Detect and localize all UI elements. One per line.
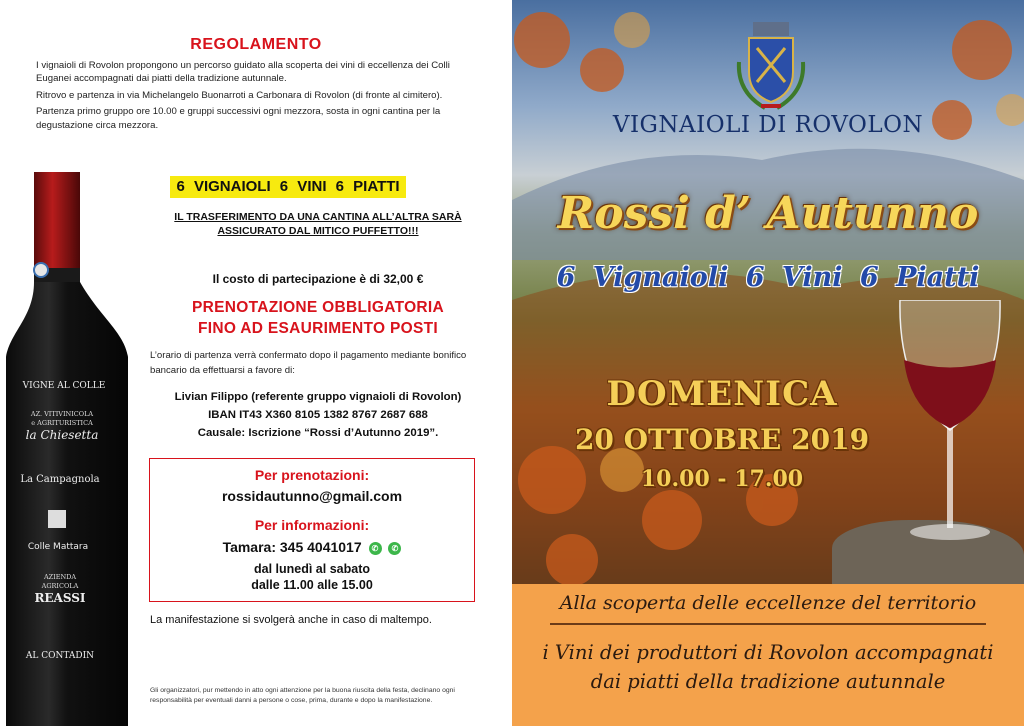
orario-text: L’orario di partenza verrà confermato dopo il pagamento mediante bonifico bancario da effettuarsi a favore di: <box>150 350 467 376</box>
bottle-label-5c: REASSI <box>34 591 86 605</box>
band-line-1: Alla scoperta delle eccellenze del territorio <box>559 592 977 614</box>
crest-icon <box>731 22 811 112</box>
regolamento-para-1: I vignaioli di Rovolon propongono un percorso guidato alla scoperta dei vini di eccellenza dei Colli Euganei accompagnati dai piatti della tradizione autunnale. <box>36 60 450 85</box>
bank-referente: Livian Filippo (referente gruppo vignaioli di Rovolon) <box>174 391 462 403</box>
contact-days: dal lunedì al sabato <box>254 562 370 576</box>
regolamento-title: REGOLAMENTO <box>190 36 322 53</box>
organizer-title: VIGNAIOLI DI ROVOLON <box>612 112 924 138</box>
regolamento-para-3: Partenza primo gruppo ore 10.00 e gruppi successivi ogni mezzora, sosta in ogni cantina per la degustazione circa mezzora. <box>36 106 441 131</box>
phone-icon: ✆ <box>369 542 382 555</box>
bank-causale: Causale: Iscrizione “Rossi d’Autunno 2019”. <box>197 427 439 439</box>
bottle-label-5a: AZIENDA <box>43 573 77 581</box>
band-divider <box>550 623 986 625</box>
event-date: 20 OTTOBRE 2019 <box>574 423 870 456</box>
event-day: DOMENICA <box>606 374 838 414</box>
disclaimer-text: Gli organizzatori, pur mettendo in atto ogni attenzione per la buona riuscita della festa, declinano ogni responsabilità per eventuali danni a persone o cose, prima, durante e dopo la manifestazione. <box>150 687 455 704</box>
bottle-label-4: Colle Mattara <box>27 542 89 552</box>
bottle-label-6: AL CONTADIN <box>25 651 95 661</box>
phone-line <box>150 539 474 555</box>
wine-bottle-image <box>0 152 138 726</box>
bottle-label-5b: AGRICOLA <box>41 582 79 590</box>
contact-hours <box>150 561 474 593</box>
regolamento-para-2: Ritrovo e partenza in via Michelangelo Buonarroti a Carbonara di Rovolon (di fronte al cimitero). <box>36 89 443 101</box>
prenotazione-line-1: PRENOTAZIONE OBBLIGATORIA <box>191 299 445 316</box>
email-link[interactable]: rossidautunno@gmail.com <box>221 488 403 504</box>
bottle-label-2c: la Chiesetta <box>25 428 99 442</box>
weather-note: La manifestazione si svolgerà anche in caso di maltempo. <box>150 614 432 626</box>
bottle-label-2a: AZ. VITIVINICOLA <box>30 410 94 418</box>
bottle-label-2b: e AGRITURISTICA <box>31 419 93 427</box>
event-title: Rossi d’ Autunno <box>557 188 979 239</box>
event-subtitle: 6 Vignaioli 6 Vini 6 Piatti <box>556 262 980 293</box>
bank-details <box>140 388 496 442</box>
bottle-label-1: VIGNE AL COLLE <box>22 381 106 391</box>
band-lines-2-3 <box>512 638 1024 696</box>
right-panel <box>512 0 1024 726</box>
bank-iban: IBAN IT43 X360 8105 1382 8767 2687 688 <box>208 409 428 421</box>
informazioni-label: Per informazioni: <box>254 517 370 533</box>
whatsapp-icon: ✆ <box>388 542 401 555</box>
bottle-label-3: La Campagnola <box>20 474 100 485</box>
band-line-2: i Vini dei produttori di Rovolon accompagnati <box>542 641 994 664</box>
prenotazione-line-2: FINO AD ESAURIMENTO POSTI <box>197 320 438 337</box>
contact-time: dalle 11.00 alle 15.00 <box>251 578 373 592</box>
phone-number[interactable]: Tamara: 345 4041017 <box>222 539 362 555</box>
transfer-note: IL TRASFERIMENTO DA UNA CANTINA ALL’ALTRA SARÀ ASSICURATO DAL MITICO PUFFETTO!!! <box>174 211 462 237</box>
contact-box <box>149 458 475 602</box>
regolamento-text <box>36 59 484 135</box>
prenotazioni-label: Per prenotazioni: <box>254 467 370 483</box>
event-time: 10.00 - 17.00 <box>640 466 804 492</box>
band-line-3: dai piatti della tradizione autunnale <box>590 670 946 693</box>
cost-text: Il costo di partecipazione è di 32,00 € <box>212 272 424 286</box>
highlight-banner: 6 VIGNAIOLI 6 VINI 6 PIATTI <box>170 176 406 198</box>
prenotazione-heading <box>140 297 496 339</box>
